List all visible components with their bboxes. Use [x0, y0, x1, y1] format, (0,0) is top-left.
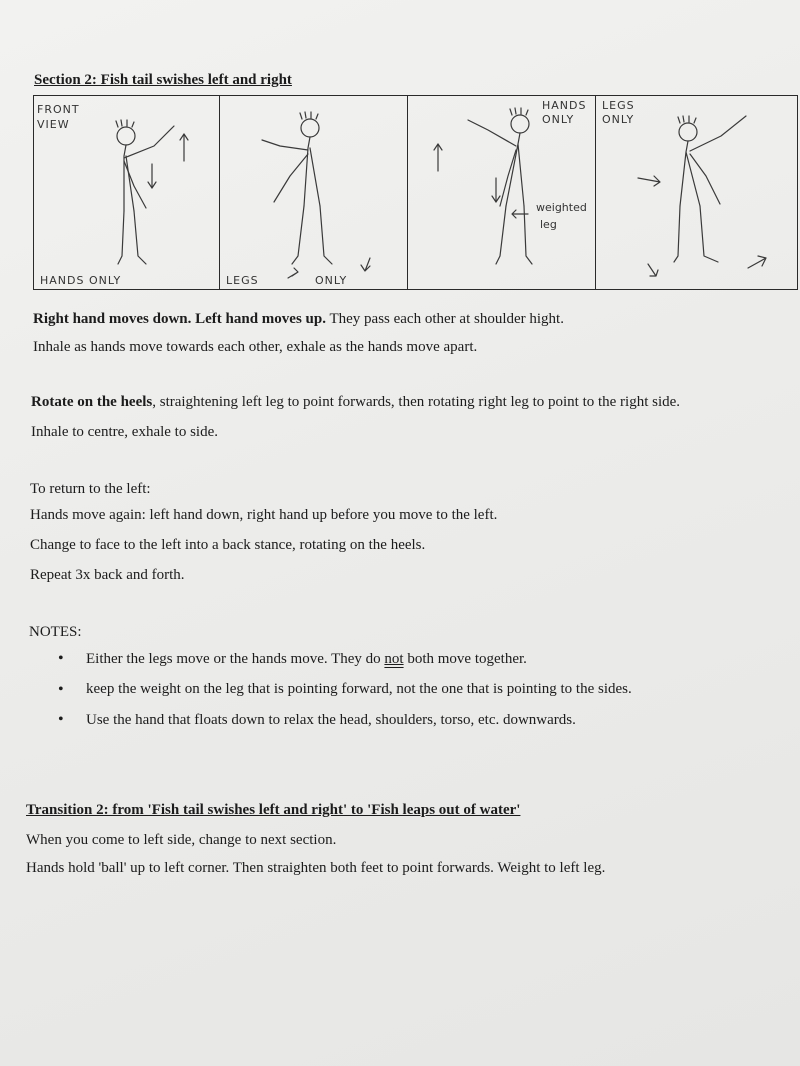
panel4-label-only: ONLY	[602, 113, 635, 126]
transition-line2: Hands hold 'ball' up to left corner. Then straighten both feet to point forwards. Weight to left leg.	[26, 860, 606, 876]
figure-1-drawing	[34, 96, 220, 291]
panel3-annotation-weighted: weighted	[536, 201, 587, 214]
figure-2-drawing	[220, 96, 408, 291]
transition-line1: When you come to left side, change to next section.	[26, 832, 337, 848]
para2-rest: , straightening left leg to point forwards, then rotating right leg to point to the right side.	[152, 394, 681, 410]
bullet-3: •	[58, 711, 64, 728]
note-item-1-a: Either the legs move or the hands move. They do	[86, 651, 385, 667]
notes-heading: NOTES:	[29, 624, 82, 640]
panel-4	[596, 96, 797, 289]
panel-1	[34, 96, 220, 289]
para1-bold: Right hand moves down. Left hand moves up.	[33, 311, 326, 327]
figure-4-drawing	[596, 96, 797, 291]
panel4-label-legs: LEGS	[602, 99, 635, 112]
para3-line2: Hands move again: left hand down, right hand up before you move to the left.	[30, 507, 498, 523]
note-item-3: Use the hand that floats down to relax the head, shoulders, torso, etc. downwards.	[86, 712, 576, 728]
para1-line1	[33, 311, 564, 328]
para2-bold: Rotate on the heels	[31, 394, 153, 410]
panel-2	[220, 96, 408, 289]
figure-3-drawing	[408, 96, 596, 291]
panel1-label-front: FRONT	[37, 103, 80, 116]
para1-line2: Inhale as hands move towards each other, exhale as the hands move apart.	[33, 339, 478, 355]
note-item-2: keep the weight on the leg that is pointing forward, not the one that is pointing to the sides.	[86, 681, 632, 697]
panel3-annotation-leg: leg	[540, 218, 557, 231]
transition-title: Transition 2: from 'Fish tail swishes left and right' to 'Fish leaps out of water'	[26, 802, 521, 818]
note-item-1	[86, 651, 527, 668]
bullet-1: •	[58, 650, 64, 667]
panel3-label-only: ONLY	[542, 113, 575, 126]
section-title: Section 2: Fish tail swishes left and right	[34, 72, 292, 88]
illustration-strip	[33, 95, 798, 290]
para3-line3: Change to face to the left into a back stance, rotating on the heels.	[30, 537, 426, 553]
bullet-2: •	[58, 681, 64, 698]
panel1-label-hands-only: HANDS ONLY	[40, 274, 122, 287]
para3-line4: Repeat 3x back and forth.	[30, 567, 185, 583]
para2-line1	[31, 394, 680, 411]
panel3-label-hands: HANDS	[542, 99, 587, 112]
panel1-label-view: VIEW	[37, 118, 70, 131]
panel2-label-only: ONLY	[315, 274, 348, 287]
note-item-1-b: both move together.	[403, 651, 527, 667]
para3-line1: To return to the left:	[30, 481, 151, 497]
panel2-label-legs: LEGS	[226, 274, 259, 287]
panel-3	[408, 96, 596, 289]
para2-line2: Inhale to centre, exhale to side.	[31, 424, 219, 440]
note-item-1-not: not	[384, 651, 404, 667]
para1-rest: They pass each other at shoulder hight.	[325, 311, 564, 327]
